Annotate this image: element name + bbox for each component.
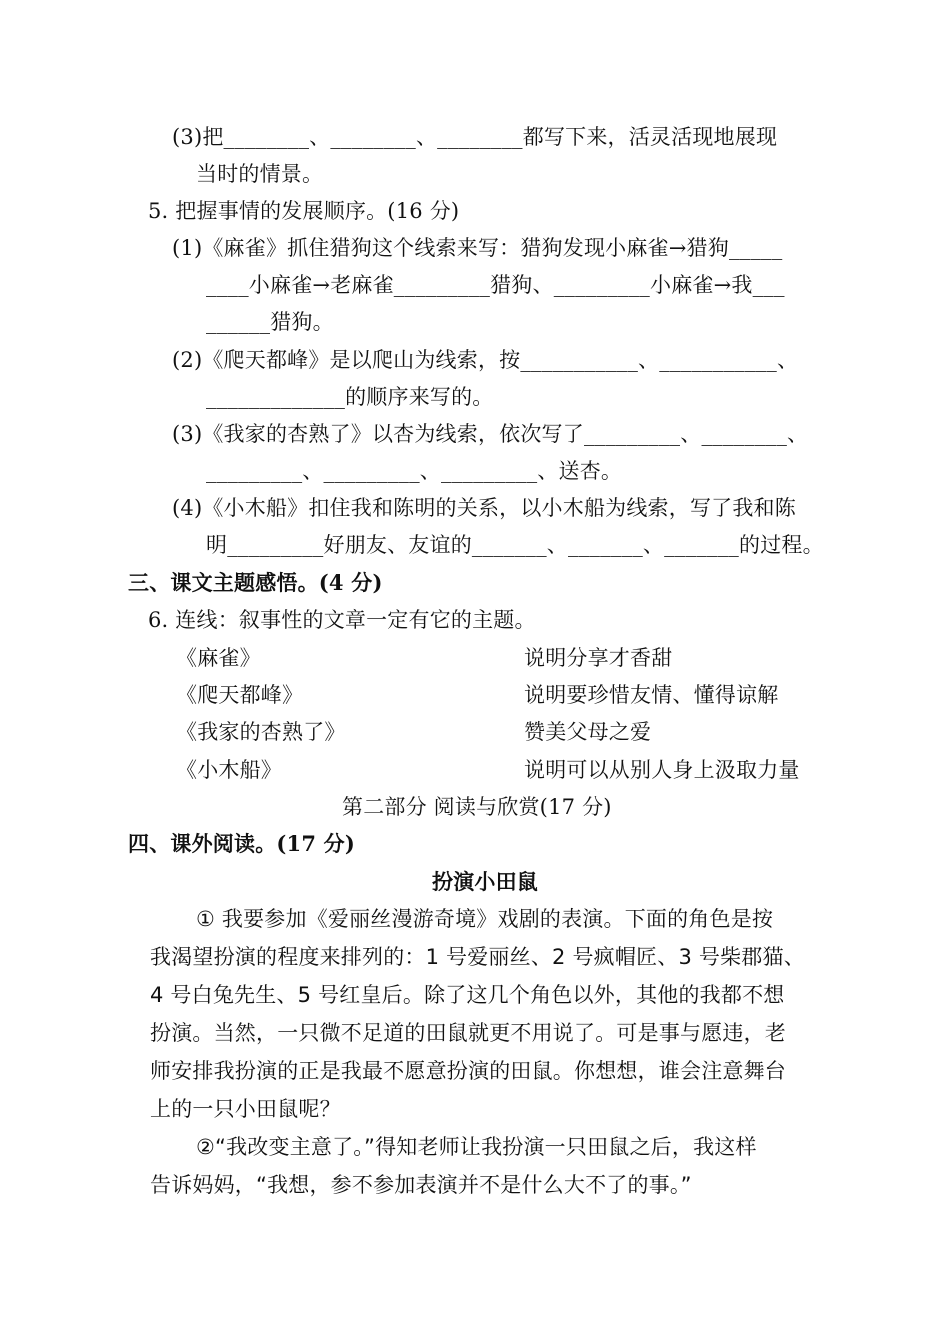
q5-3-line2: _________、_________、_________、送杏。: [206, 459, 623, 483]
passage-line: 师安排我扮演的正是我最不愿意扮演的田鼠。你想想，谁会注意舞台: [150, 1059, 786, 1083]
match-left-item: 《小木船》: [176, 758, 282, 782]
section3-heading: 三、课文主题感悟。(4 分): [128, 570, 383, 595]
q5-1-line1: (1)《麻雀》抓住猎狗这个线索来写：猎狗发现小麻雀→猎狗_____: [172, 236, 783, 260]
passage-line: 4 号白兔先生、5 号红皇后。除了这几个角色以外，其他的我都不想: [150, 983, 785, 1007]
passage-line: 上的一只小田鼠呢？: [150, 1097, 341, 1121]
match-right-item: 说明要珍惜友情、懂得谅解: [524, 683, 779, 707]
match-right-item: 说明分享才香甜: [524, 646, 673, 670]
q4-3-line2: 当时的情景。: [196, 162, 324, 186]
match-left-item: 《爬天都峰》: [176, 683, 304, 707]
q5-1-line3: ______猎狗。: [206, 310, 334, 334]
q5-2-line1: (2)《爬天都峰》是以爬山为线索，按___________、___________、: [172, 348, 799, 372]
passage-line: ②“我改变主意了。”得知老师让我扮演一只田鼠之后，我这样: [196, 1135, 757, 1159]
q5-1-line2: ____小麻雀→老麻雀_________猎狗、_________小麻雀→我___: [206, 273, 785, 297]
match-left-item: 《麻雀》: [176, 646, 261, 670]
passage-title: 扮演小田鼠: [432, 870, 538, 894]
match-right-item: 赞美父母之爱: [524, 720, 652, 744]
match-left-item: 《我家的杏熟了》: [176, 720, 346, 744]
q4-3-line1: (3)把________、________、________都写下来，活灵活现地展现: [172, 125, 778, 149]
q5-title: 5. 把握事情的发展顺序。(16 分): [148, 199, 460, 223]
passage-line: 扮演。当然，一只微不足道的田鼠就更不用说了。可是事与愿违，老: [150, 1021, 786, 1045]
passage-line: 告诉妈妈，“我想，参不参加表演并不是什么大不了的事。”: [150, 1173, 692, 1197]
section4-heading: 四、课外阅读。(17 分): [128, 831, 356, 856]
q5-3-line1: (3)《我家的杏熟了》以杏为线索，依次写了_________、________、: [172, 422, 809, 446]
passage-line: ① 我要参加《爱丽丝漫游奇境》戏剧的表演。下面的角色是按: [196, 907, 774, 931]
part2-heading: 第二部分 阅读与欣赏(17 分): [342, 795, 612, 819]
q6-title: 6. 连线：叙事性的文章一定有它的主题。: [148, 608, 536, 632]
q5-2-line2: _____________的顺序来写的。: [206, 385, 494, 409]
passage-line: 我渴望扮演的程度来排列的：1 号爱丽丝、2 号疯帽匠、3 号柴郡猫、: [150, 945, 805, 969]
match-right-item: 说明可以从别人身上汲取力量: [524, 758, 800, 782]
q5-4-line1: (4)《小木船》扣住我和陈明的关系，以小木船为线索，写了我和陈: [172, 496, 796, 520]
q5-4-line2: 明_________好朋友、友谊的_______、_______、_______的过程。: [206, 533, 824, 557]
